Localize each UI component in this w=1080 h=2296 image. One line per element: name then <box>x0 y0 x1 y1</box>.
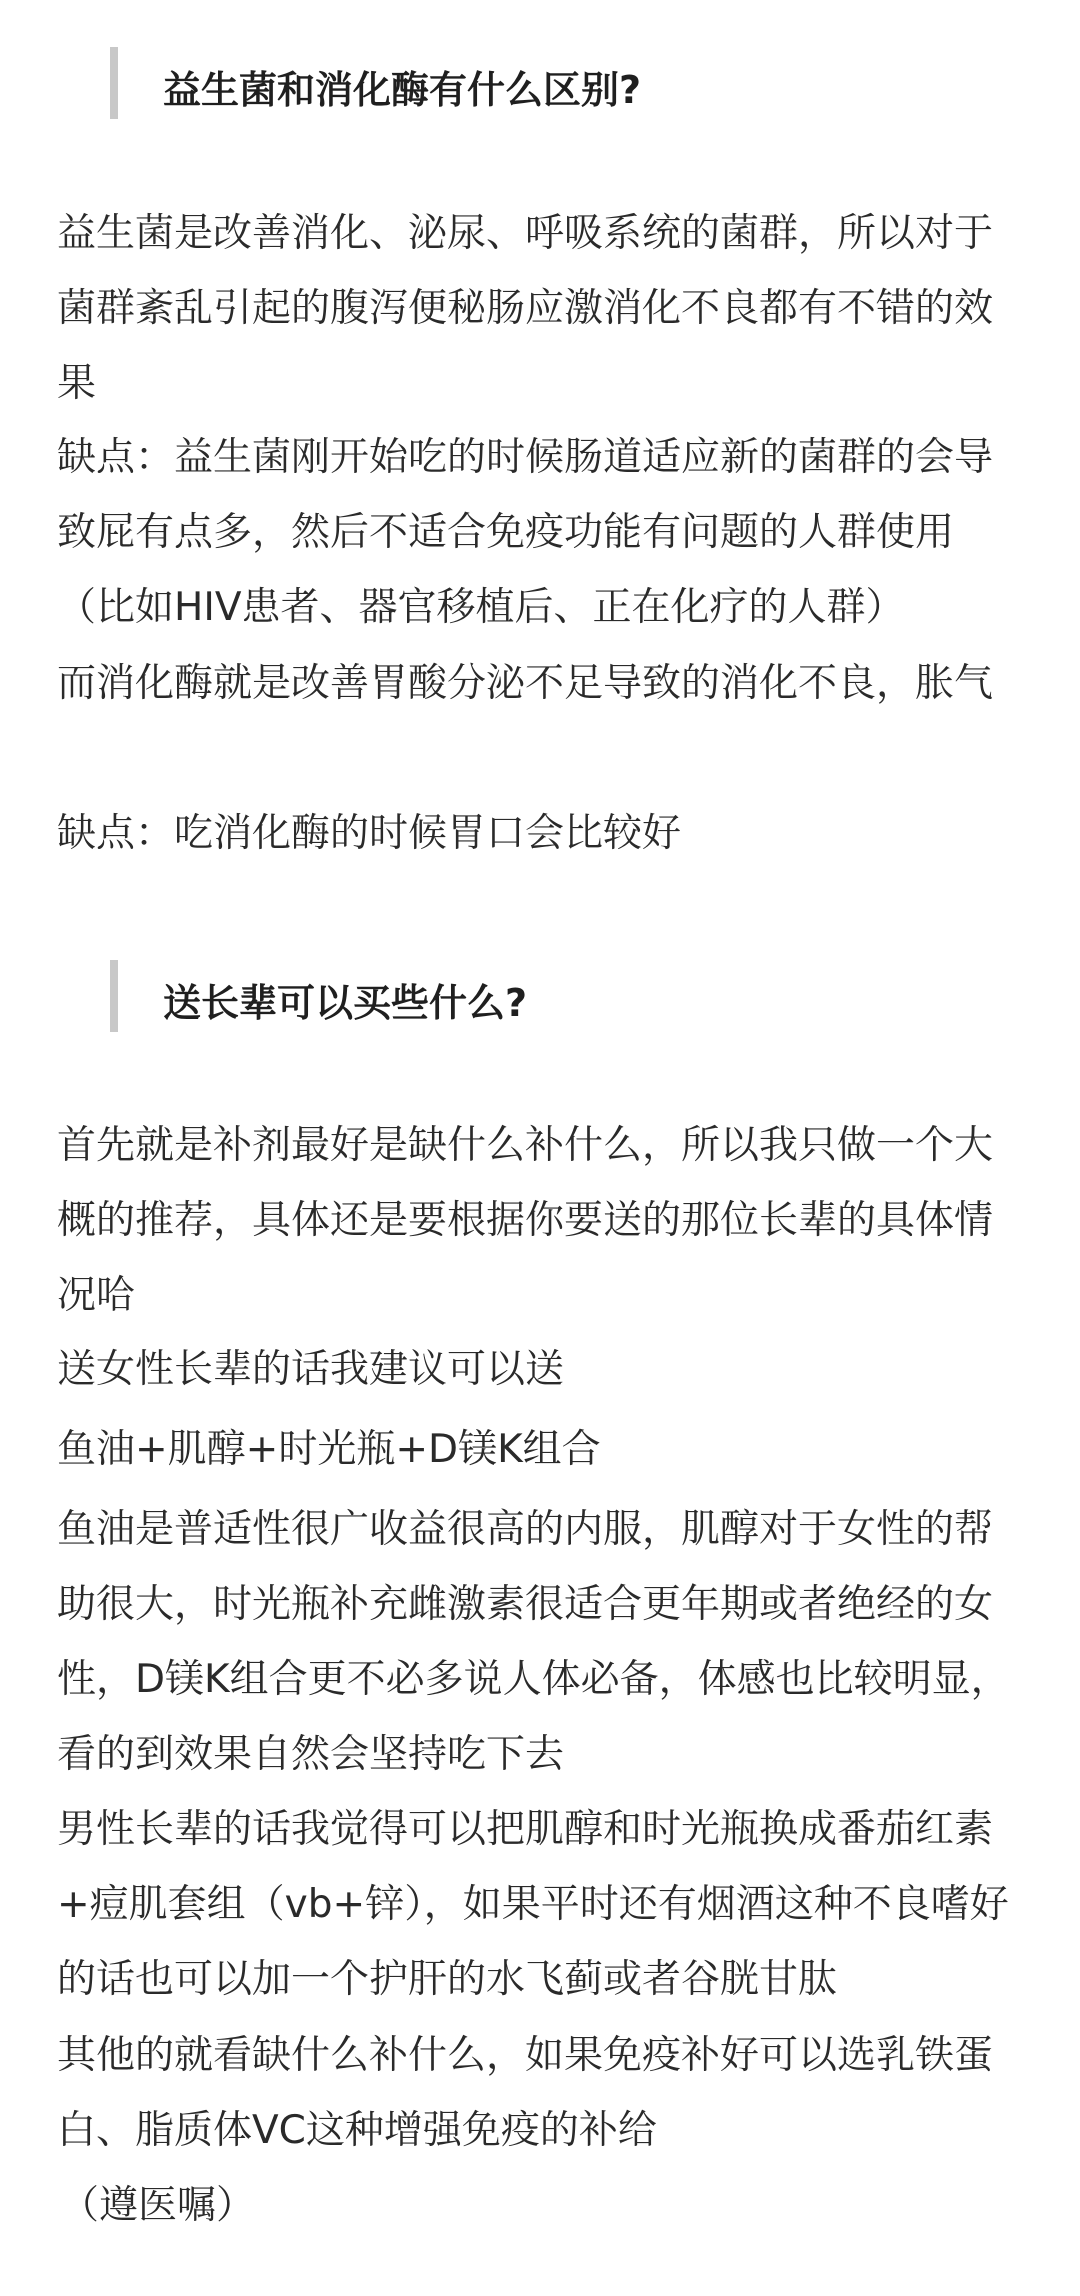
paragraph: 首先就是补剂最好是缺什么补什么，所以我只做一个大概的推荐，具体还是要根据你要送的那位长辈的具体情况哈 <box>57 1123 994 1318</box>
paragraph: 缺点：吃消化酶的时候胃口会比较好 <box>57 811 682 856</box>
paragraph: 缺点：益生菌刚开始吃的时候肠道适应新的菌群的会导致屁有点多，然后不适合免疫功能有问题的人群使用（比如HIV患者、器官移植后、正在化疗的人群） <box>57 435 994 630</box>
paragraph-note: （遵医嘱） <box>60 2183 256 2228</box>
paragraph: 益生菌是改善消化、泌尿、呼吸系统的菌群，所以对于菌群紊乱引起的腹泻便秘肠应激消化不良都有不错的效果 <box>57 211 994 406</box>
section-heading-digestion <box>110 47 1018 119</box>
heading-text: 送长辈可以买些什么? <box>163 981 528 1025</box>
heading-text: 益生菌和消化酶有什么区别? <box>163 68 642 112</box>
paragraph: 鱼油+肌醇+时光瓶+D镁K组合 <box>57 1427 601 1472</box>
section-heading-gifts <box>110 960 1018 1032</box>
paragraph: 其他的就看缺什么补什么，如果免疫补好可以选乳铁蛋白、脂质体VC这种增强免疫的补给 <box>57 2033 994 2153</box>
paragraph: 送女性长辈的话我建议可以送 <box>57 1347 565 1392</box>
paragraph: 男性长辈的话我觉得可以把肌醇和时光瓶换成番茄红素+痘肌套组（vb+锌），如果平时还有烟酒这种不良嗜好的话也可以加一个护肝的水飞蓟或者谷胱甘肽 <box>57 1807 1009 2002</box>
paragraph: 而消化酶就是改善胃酸分泌不足导致的消化不良，胀气 <box>57 661 994 706</box>
paragraph: 鱼油是普适性很广收益很高的内服，肌醇对于女性的帮助很大，时光瓶补充雌激素很适合更年期或者绝经的女性，D镁K组合更不必多说人体必备，体感也比较明显，看的到效果自然会坚持吃下去 <box>57 1507 1010 1777</box>
